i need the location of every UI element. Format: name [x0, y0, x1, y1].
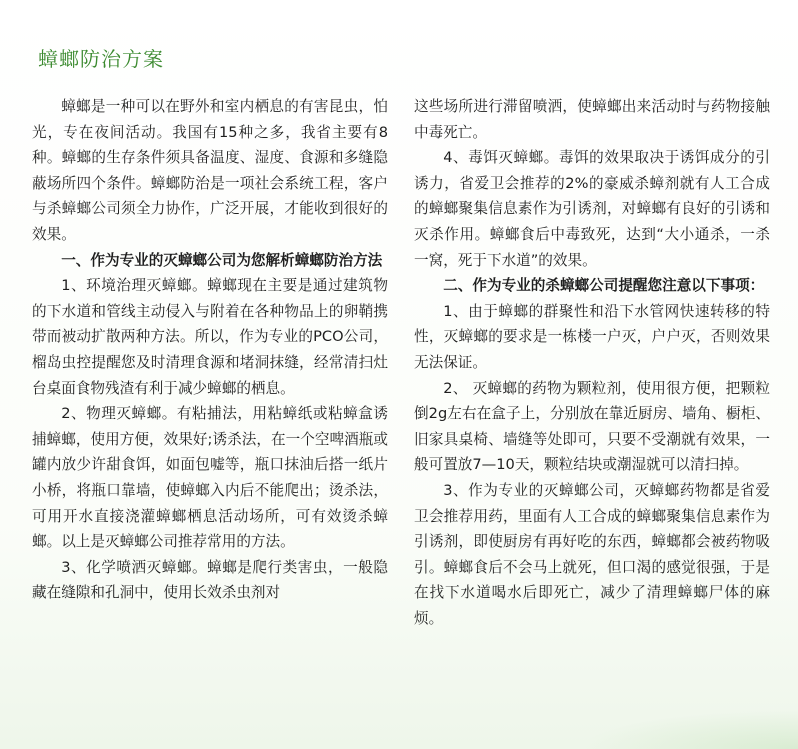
method-paragraph-3-continued: 这些场所进行滞留喷洒，使蟑螂出来活动时与药物接触中毒死亡。: [414, 98, 770, 141]
notice-paragraph-1: 1、由于蟑螂的群聚性和沿下水管网快速转移的特性，灭蟑螂的要求是一栋楼一户灭，户户灭，否则效果无法保证。: [414, 302, 770, 371]
right-column: [414, 94, 770, 631]
section-heading-1: 一、作为专业的灭蟑螂公司为您解析蟑螂防治方法: [61, 251, 383, 269]
left-column: [32, 94, 388, 606]
notice-paragraph-2: 2、 灭蟑螂的药物为颗粒剂，使用很方便，把颗粒倒2g左右在盒子上，分别放在靠近厨房、墙角、橱柜、旧家具桌椅、墙缝等处即可，只要不受潮就有效果，一般可置放7—10天，颗粒结块或潮湿就可以清扫掉。: [414, 379, 770, 474]
method-paragraph-1: 1、环境治理灭蟑螂。蟑螂现在主要是通过建筑物的下水道和管线主动侵入与附着在各种物品上的卵鞘携带而被动扩散两种方法。所以，作为专业的PCO公司，榴岛虫控提醒您及时清理食源和堵洞抹缝，经常清扫灶台桌面食物残渣有利于减少蟑螂的栖息。: [32, 277, 388, 397]
notice-paragraph-3: 3、作为专业的灭蟑螂公司，灭蟑螂药物都是省爱卫会推荐用药，里面有人工合成的蟑螂聚集信息素作为引诱剂，即使厨房有再好吃的东西，蟑螂都会被药物吸引。蟑螂食后不会马上就死，但口渴的感觉很强，于是在找下水道喝水后即死亡，减少了清理蟑螂尸体的麻烦。: [414, 481, 770, 627]
page-title: 蟑螂防治方案: [38, 47, 164, 72]
section-heading-2: 二、作为专业的杀蟑螂公司提醒您注意以下事项：: [443, 277, 765, 295]
decorative-corner: [578, 709, 798, 749]
intro-paragraph: 蟑螂是一种可以在野外和室内栖息的有害昆虫，怕光，专在夜间活动。我国有15种之多，我省主要有8种。蟑螂的生存条件须具备温度、湿度、食源和多缝隐蔽场所四个条件。蟑螂防治是一项社会系统工程，客户与杀蟑螂公司须全力协作，广泛开展，才能收到很好的效果。: [32, 98, 388, 243]
method-paragraph-2: 2、物理灭蟑螂。有粘捕法，用粘蟑纸或粘蟑盒诱捕蟑螂，使用方便，效果好;诱杀法，在一个空啤酒瓶或罐内放少许甜食饵，如面包嘘等，瓶口抹油后搭一纸片小桥，将瓶口靠墙，使蟑螂入内后不能爬出；烫杀法，可用开水直接浇灌蟑螂栖息活动场所，可有效烫杀蟑螂。以上是灭蟑螂公司推荐常用的方法。: [32, 405, 388, 551]
method-paragraph-3: 3、化学喷洒灭蟑螂。蟑螂是爬行类害虫，一般隐藏在缝隙和孔洞中，使用长效杀虫剂对: [32, 558, 388, 602]
method-paragraph-4: 4、毒饵灭蟑螂。毒饵的效果取决于诱饵成分的引诱力，省爱卫会推荐的2%的豪威杀蟑剂就有人工合成的蟑螂聚集信息素作为引诱剂，对蟑螂有良好的引诱和灭杀作用。蟑螂食后中毒致死，达到“大小通杀，一杀一窝，死于下水道”的效果。: [414, 149, 770, 269]
